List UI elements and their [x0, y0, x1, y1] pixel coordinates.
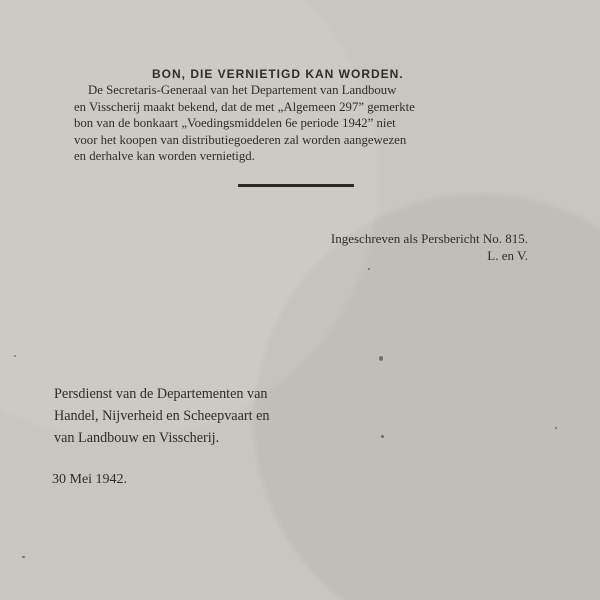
issuer-line: van Landbouw en Visscherij.: [54, 430, 220, 446]
issuer-line: Handel, Nijverheid en Scheepvaart en: [54, 408, 270, 424]
paper-speck: [381, 435, 384, 438]
paper-speck: [14, 355, 16, 357]
paper-speck: [379, 356, 383, 361]
notice-line: en Visscherij maakt bekend, dat de met „Algemeen 297” gemerkte: [74, 99, 415, 114]
paper-speck: [22, 556, 25, 558]
document-date: 30 Mei 1942.: [52, 472, 128, 487]
separator-rule: [238, 184, 354, 187]
press-release-registration: Ingeschreven als Persbericht No. 815.: [330, 231, 528, 246]
notice-line: voor het koopen van distributiegoederen zal worden aangewezen: [74, 132, 407, 147]
paper-speck: [555, 427, 557, 429]
notice-line: bon van de bonkaart „Voedingsmiddelen 6e periode 1942” niet: [74, 116, 396, 130]
ministry-initials: L. en V.: [487, 248, 528, 263]
notice-line: De Secretaris-Generaal van het Departement van Landbouw: [88, 83, 397, 97]
notice-headline: BON, DIE VERNIETIGD KAN WORDEN.: [152, 67, 404, 81]
paper-speck: [368, 268, 370, 270]
notice-body: [74, 82, 530, 165]
issuer-block: [54, 383, 374, 449]
notice-line: en derhalve kan worden vernietigd.: [74, 149, 255, 163]
issuer-line: Persdienst van de Departementen van: [54, 386, 268, 402]
